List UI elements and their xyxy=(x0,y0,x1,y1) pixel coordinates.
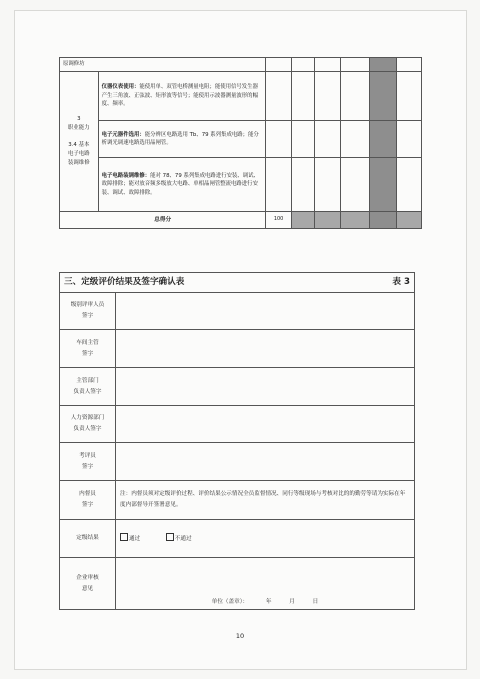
row-label-reviewers: 级别评审人员 签字 xyxy=(60,293,116,330)
fail-option[interactable]: 不通过 xyxy=(166,536,192,542)
table-heading: 三、定级评价结果及签字确认表 表 3 xyxy=(60,273,415,293)
item-circuit-assembly: 电子电路装调维修：能对 78、79 系列集成电路进行安装、调试、故障排除；能对放音频多级放大电路、单相晶闸管整流电路进行安装、调试、故障排除。 xyxy=(98,158,266,212)
row-label-internal-supervisor: 内督员 签字 xyxy=(60,481,116,520)
fail-checkbox[interactable] xyxy=(166,533,174,541)
company-review-field[interactable] xyxy=(116,558,415,610)
row-label-workshop-supervisor: 车间主管 签字 xyxy=(60,330,116,368)
internal-supervisor-note: 注：内督员须对定级评价过程、评价结果公示情况全员监督情况、同行等级现场与考核对比的的勤劳等请为实际在年度内部督导开签署意见。 xyxy=(116,481,415,520)
seal-date-line: 单位（盖章）： 年 月 日 xyxy=(211,599,319,606)
signature-field-hr-head[interactable] xyxy=(116,406,415,443)
row-label-grading-result: 定级结果 xyxy=(60,520,116,558)
category-cell: 3 职业能力 3.4 基本 电子电路 装调维修 xyxy=(60,72,99,212)
total-score: 100 xyxy=(266,212,291,229)
item-instrument-use: 仪器仪表使用：能使用单、双管电桥测量电阻；能使用信号发生器产生三角波、正弦波、矩形波等信号；能使用示波器测量波形的幅度、频率。 xyxy=(98,72,266,121)
skill-evaluation-table xyxy=(59,57,422,229)
total-label: 总得分 xyxy=(60,212,266,229)
row-label-department-head: 主管部门 负责人签字 xyxy=(60,368,116,406)
grading-result-options xyxy=(116,520,415,558)
pass-checkbox[interactable] xyxy=(120,533,128,541)
table-number: 表 3 xyxy=(392,276,410,287)
row-label-hr-head: 人力资源部门 负责人签字 xyxy=(60,406,116,443)
signature-field-examiner[interactable] xyxy=(116,443,415,481)
item-component-selection: 电子元器件选用：能分辨区电路选用 Tb、79 系列集成电路；能分析调光调速电路选用晶闸管。 xyxy=(98,121,266,158)
page-number: 10 xyxy=(235,632,245,640)
pass-option[interactable]: 通过 xyxy=(120,536,140,542)
signature-field-reviewers[interactable] xyxy=(116,293,415,330)
top-row-label: 原调修坊 xyxy=(60,58,266,72)
signature-field-department-head[interactable] xyxy=(116,368,415,406)
row-label-examiner: 考评员 签字 xyxy=(60,443,116,481)
row-label-company-review: 企业审核 意见 xyxy=(60,558,116,610)
signature-field-workshop-supervisor[interactable] xyxy=(116,330,415,368)
signature-confirmation-table xyxy=(59,272,415,610)
